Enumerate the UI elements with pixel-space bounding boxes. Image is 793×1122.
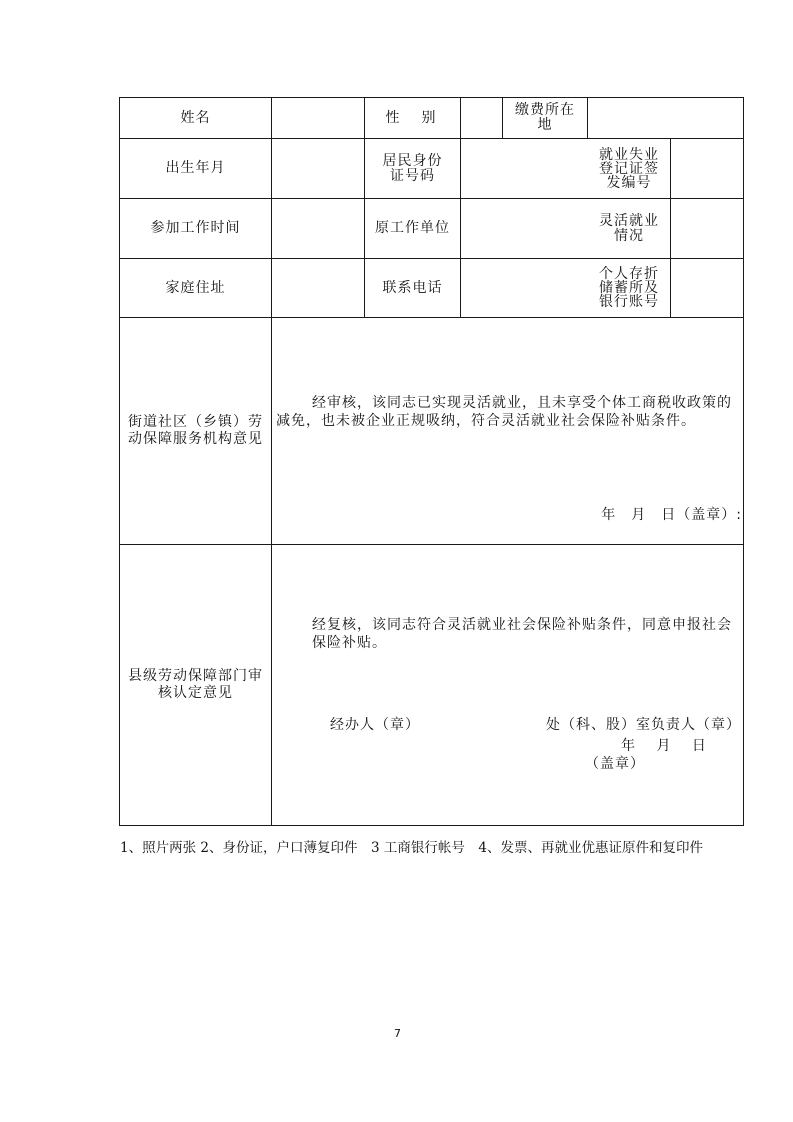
former-employer-field[interactable] (461, 199, 587, 258)
phone-label: 联系电话 (382, 279, 443, 296)
name-label: 姓名 (180, 109, 211, 126)
birth-date-field[interactable] (272, 139, 364, 198)
street-review-label: 街道社区（乡镇）劳动保障服务机构意见 (128, 414, 263, 447)
work-start-field[interactable] (272, 199, 364, 258)
handler-signature: 经办人（章） (330, 717, 420, 733)
work-start-label: 参加工作时间 (150, 220, 241, 236)
name-field[interactable] (272, 98, 364, 138)
flexible-employment-field[interactable] (671, 199, 743, 258)
county-review-label: 县级劳动保障部门审核认定意见 (128, 668, 263, 701)
bank-account-field[interactable] (671, 259, 743, 317)
former-employer-label: 原工作单位 (375, 220, 450, 236)
birth-date-label: 出生年月 (165, 160, 226, 176)
bank-account-label: 个人存折储蓄所及银行账号 (599, 266, 659, 310)
street-review-date-seal: 年 月 日（盖章）: (601, 507, 742, 523)
home-address-field[interactable] (272, 259, 364, 317)
table-border-right (743, 97, 744, 826)
attachment-notes: 1、照片两张 2、身份证，户口薄复印件 3 工商银行帐号 4、发票、再就业优惠证原件和复印件 (120, 840, 703, 856)
gender-field[interactable] (461, 98, 502, 138)
section-head-signature: 处（科、股）室负责人（章） (546, 717, 741, 733)
street-review-opinion: 经审核，该同志已实现灵活就业，且未享受个体工商税收政策的减免，也未被企业正规吸纳，符合灵活就业社会保险补贴条件。 (276, 395, 732, 429)
employment-cert-label: 就业失业登记证签发编号 (599, 146, 659, 191)
id-number-field[interactable] (461, 139, 587, 198)
phone-field[interactable] (461, 259, 587, 317)
home-address-label: 家庭住址 (165, 279, 226, 296)
county-review-date-seal: 年 月 日（盖章） (585, 738, 707, 772)
county-review-opinion: 经复核，该同志符合灵活就业社会保险补贴条件，同意申报社会保险补贴。 (312, 617, 732, 651)
payment-location-field[interactable] (588, 98, 743, 138)
employment-cert-field[interactable] (671, 139, 743, 198)
table-border-bottom (119, 825, 744, 826)
payment-location-label: 缴费所在地 (515, 102, 575, 133)
gender-label: 性 别 (385, 109, 440, 126)
page-number: 7 (394, 1027, 401, 1040)
flexible-employment-label: 灵活就业情况 (599, 212, 659, 244)
id-number-label: 居民身份证号码 (382, 152, 443, 184)
